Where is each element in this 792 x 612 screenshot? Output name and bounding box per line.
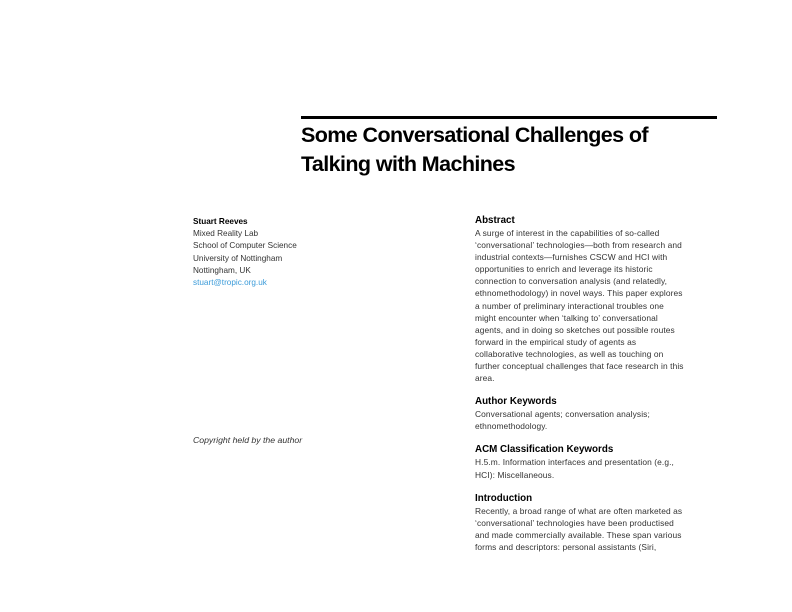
section-acm-keywords	[475, 443, 725, 480]
section-abstract	[475, 214, 725, 384]
section-heading: Author Keywords	[475, 396, 557, 408]
section-body	[475, 227, 725, 384]
text-line: A surge of interest in the capabilities of so-called	[475, 228, 660, 238]
text-line: further conceptual challenges that face research in this	[475, 361, 684, 372]
section-body	[475, 408, 725, 432]
title-line: Some Conversational Challenges of	[301, 123, 648, 147]
author-affiliation: Nottingham, UK	[193, 265, 251, 275]
section-heading: Abstract	[475, 215, 515, 226]
text-line: H.5.m. Information interfaces and presentation (e.g.,	[475, 457, 674, 468]
text-line: connection to conversation analysis (and relatedly,	[475, 276, 668, 287]
text-line: agents, and in doing so sketches out possible routes	[475, 324, 675, 335]
text-line: HCI): Miscellaneous.	[475, 469, 555, 480]
text-line: forms and descriptors: personal assistants (Siri,	[475, 541, 657, 552]
author-affiliation: University of Nottingham	[193, 253, 283, 263]
text-line: ethnomethodology.	[475, 421, 548, 432]
right-column	[475, 214, 725, 553]
author-affiliation: Mixed Reality Lab	[193, 229, 259, 239]
section-introduction	[475, 492, 725, 553]
author-block	[193, 216, 393, 289]
section-heading: Introduction	[475, 492, 533, 504]
text-line: might encounter when ‘talking to’ conversational	[475, 312, 658, 323]
text-line: industrial contexts—furnishes CSCW and HCI with	[475, 252, 668, 263]
title-rule	[301, 116, 717, 119]
text-line: ‘conversational’ technologies have been productised	[475, 517, 674, 528]
text-line: Recently, a broad range of what are often marketed as	[475, 505, 683, 516]
section-author-keywords	[475, 395, 725, 432]
text-line: collaborative technologies, as well as touching on	[475, 348, 664, 359]
section-body	[475, 456, 725, 480]
title-line: Talking with Machines	[301, 152, 515, 176]
text-line: a number of preliminary interactional troubles one	[475, 300, 664, 311]
text-line: ‘conversational’ technologies—both from research and	[475, 240, 682, 251]
text-line: Conversational agents; conversation analysis;	[475, 409, 650, 420]
text-line: opportunities to enrich and leverage its historic	[475, 264, 653, 275]
text-line: area.	[475, 373, 495, 384]
section-heading: ACM Classification Keywords	[475, 444, 614, 456]
text-line: forward in the empirical study of agents as	[475, 336, 637, 347]
copyright-notice: Copyright held by the author	[193, 435, 303, 445]
section-body	[475, 505, 725, 553]
author-name: Stuart Reeves	[193, 217, 248, 226]
author-affiliation: School of Computer Science	[193, 241, 297, 251]
text-line: and made commercially available. These span various	[475, 529, 682, 540]
text-line: ethnomethodology) in novel ways. This paper explores	[475, 288, 683, 299]
paper-title	[301, 121, 721, 179]
author-email-link[interactable]: stuart@tropic.org.uk	[193, 278, 267, 288]
